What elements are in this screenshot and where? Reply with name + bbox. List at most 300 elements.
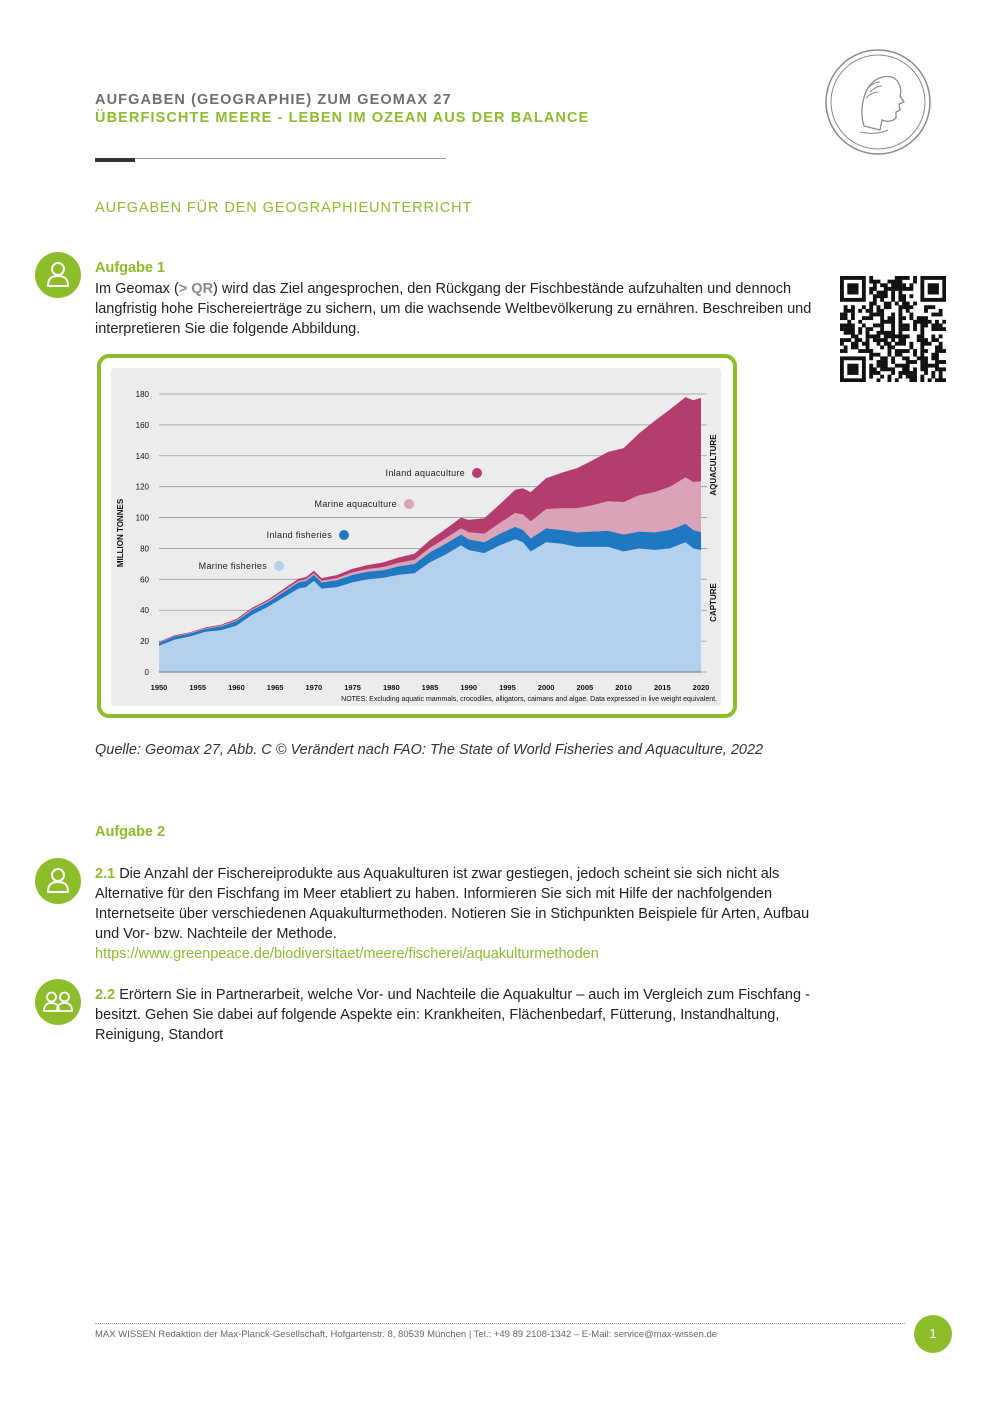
legend-dot (404, 499, 414, 509)
qr-module (847, 320, 851, 324)
greenpeace-link[interactable]: https://www.greenpeace.de/biodiversitaet/meere/fischerei/aquakulturmethoden (95, 946, 599, 962)
y-tick-label: 20 (140, 637, 149, 647)
qr-module (862, 294, 866, 298)
qr-module (844, 309, 848, 313)
qr-module (891, 291, 895, 295)
qr-module (866, 345, 870, 349)
qr-module (898, 316, 902, 320)
qr-module (924, 305, 928, 309)
qr-module (895, 280, 899, 284)
fisheries-chart (101, 358, 733, 714)
qr-module (909, 287, 913, 291)
qr-module (880, 283, 884, 287)
qr-module (891, 320, 895, 324)
qr-module (851, 334, 855, 338)
qr-module (902, 283, 906, 287)
qr-module (851, 287, 855, 291)
qr-module (906, 287, 910, 291)
qr-module (847, 327, 851, 331)
qr-module (840, 294, 844, 298)
qr-module (880, 356, 884, 360)
qr-module (855, 356, 859, 360)
qr-module (942, 360, 946, 364)
qr-module (895, 334, 899, 338)
qr-module (939, 345, 943, 349)
qr-module (924, 316, 928, 320)
qr-module (939, 324, 943, 328)
qr-module (844, 324, 848, 328)
qr-module (862, 367, 866, 371)
qr-module (909, 283, 913, 287)
qr-module (909, 294, 913, 298)
qr-module (924, 349, 928, 353)
qr-module (917, 356, 921, 360)
qr-module (939, 367, 943, 371)
qr-module (931, 338, 935, 342)
qr-module (880, 338, 884, 342)
qr-module (873, 302, 877, 306)
qr-module (847, 298, 851, 302)
qr-module (898, 324, 902, 328)
footer-rule (95, 1323, 905, 1324)
qr-module (847, 291, 851, 295)
qr-module (855, 378, 859, 382)
qr-module (862, 298, 866, 302)
qr-module (924, 367, 928, 371)
qr-module (891, 324, 895, 328)
qr-module (840, 287, 844, 291)
qr-module (888, 305, 892, 309)
qr-module (862, 316, 866, 320)
qr-module (869, 364, 873, 368)
qr-module (851, 342, 855, 346)
header-line-1: AUFGABEN (GEOGRAPHIE) ZUM GEOMAX 27 (95, 92, 452, 108)
qr-module (851, 327, 855, 331)
y-tick-label: 100 (135, 513, 149, 523)
qr-module (909, 313, 913, 317)
qr-module (858, 331, 862, 335)
qr-module (902, 349, 906, 353)
qr-module (909, 305, 913, 309)
qr-module (924, 338, 928, 342)
qr-module (847, 276, 851, 280)
qr-module (840, 378, 844, 382)
qr-module (851, 371, 855, 375)
x-tick-label: 1955 (189, 683, 207, 692)
qr-module (935, 283, 939, 287)
qr-module (844, 345, 848, 349)
x-tick-label: 2000 (537, 683, 555, 692)
qr-module (909, 375, 913, 379)
qr-module (847, 378, 851, 382)
page-number: 1 (914, 1315, 952, 1353)
qr-module (877, 324, 881, 328)
qr-module (920, 287, 924, 291)
qr-module (898, 342, 902, 346)
qr-module (891, 345, 895, 349)
qr-module (851, 309, 855, 313)
qr-module (931, 283, 935, 287)
qr-module (928, 276, 932, 280)
qr-module (840, 338, 844, 342)
x-tick-label: 1985 (421, 683, 439, 692)
qr-module (906, 371, 910, 375)
qr-module (906, 360, 910, 364)
qr-module (840, 367, 844, 371)
legend-label: Marine aquaculture (314, 499, 397, 509)
qr-module (928, 298, 932, 302)
qr-module (891, 334, 895, 338)
qr-module (935, 320, 939, 324)
qr-module (920, 316, 924, 320)
qr-module (840, 349, 844, 353)
qr-module (847, 331, 851, 335)
qr-module (891, 367, 895, 371)
qr-module (891, 331, 895, 335)
qr-module (913, 375, 917, 379)
qr-module (935, 367, 939, 371)
qr-module (939, 334, 943, 338)
qr-module (898, 353, 902, 357)
qr-module (898, 371, 902, 375)
qr-module (920, 360, 924, 364)
qr-module (873, 371, 877, 375)
y-tick-label: 0 (144, 668, 149, 677)
qr-module (844, 313, 848, 317)
qr-module (920, 291, 924, 295)
qr-module (906, 349, 910, 353)
x-tick-label: 1950 (150, 683, 168, 692)
qr-module (862, 283, 866, 287)
qr-module (913, 378, 917, 382)
qr-module (920, 320, 924, 324)
qr-module (928, 287, 932, 291)
qr-module (866, 309, 870, 313)
x-tick-label: 1960 (228, 683, 245, 692)
qr-module (942, 287, 946, 291)
legend-label: Inland fisheries (266, 530, 332, 540)
qr-module (844, 338, 848, 342)
qr-module (920, 298, 924, 302)
qr-module (895, 276, 899, 280)
qr-module (840, 313, 844, 317)
qr-module (884, 302, 888, 306)
qr-module (862, 378, 866, 382)
qr-module (862, 287, 866, 291)
qr-module (862, 364, 866, 368)
qr-module (873, 324, 877, 328)
qr-module (939, 342, 943, 346)
qr-module (902, 305, 906, 309)
qr-module (869, 305, 873, 309)
qr-module (939, 309, 943, 313)
qr-module (847, 283, 851, 287)
qr-module (855, 367, 859, 371)
qr-module (939, 360, 943, 364)
header-rule-thick (95, 158, 135, 162)
qr-code-icon[interactable] (840, 276, 946, 382)
qr-module (877, 371, 881, 375)
qr-module (898, 349, 902, 353)
qr-module (844, 305, 848, 309)
qr-module (869, 349, 873, 353)
qr-module (880, 294, 884, 298)
qr-module (917, 320, 921, 324)
header-rule-thin (135, 158, 446, 159)
qr-module (942, 280, 946, 284)
qr-module (873, 338, 877, 342)
qr-module (877, 338, 881, 342)
qr-module (840, 327, 844, 331)
qr-module (891, 283, 895, 287)
task1-text: Im Geomax (> QR) wird das Ziel angesprochen, den Rückgang der Fischbestände aufzuhalten und dennoch langfristig hohe Fischereierträge zu sichern, um die wachsende Weltbevölkerung zu ernähren. Beschreiben und interpretieren Sie die folgende Abbildung. (95, 281, 812, 337)
qr-module (917, 334, 921, 338)
qr-module (858, 276, 862, 280)
qr-module (855, 342, 859, 346)
qr-module (909, 371, 913, 375)
qr-module (858, 356, 862, 360)
qr-module (858, 338, 862, 342)
qr-module (851, 345, 855, 349)
qr-module (902, 298, 906, 302)
y-tick-label: 140 (135, 451, 149, 461)
qr-module (935, 287, 939, 291)
qr-module (928, 378, 932, 382)
qr-module (880, 309, 884, 313)
qr-module (928, 291, 932, 295)
qr-module (847, 309, 851, 313)
figure-caption: Quelle: Geomax 27, Abb. C © Verändert nach FAO: The State of World Fisheries and Aquaculture, 2022 (95, 742, 764, 758)
qr-module (851, 276, 855, 280)
qr-module (869, 316, 873, 320)
qr-module (851, 283, 855, 287)
qr-module (869, 353, 873, 357)
qr-module (895, 283, 899, 287)
qr-module (855, 364, 859, 368)
qr-module (847, 356, 851, 360)
qr-module (931, 305, 935, 309)
qr-module (935, 349, 939, 353)
qr-module (869, 302, 873, 306)
qr-module (891, 360, 895, 364)
qr-module (913, 302, 917, 306)
qr-module (931, 364, 935, 368)
qr-module (920, 375, 924, 379)
qr-module (862, 291, 866, 295)
qr-module (902, 334, 906, 338)
qr-module (920, 324, 924, 328)
x-tick-label: 1990 (460, 683, 478, 692)
group-icon (35, 979, 81, 1025)
qr-module (880, 345, 884, 349)
qr-module (840, 364, 844, 368)
qr-module (898, 294, 902, 298)
qr-module (902, 367, 906, 371)
qr-module (931, 327, 935, 331)
qr-module (931, 375, 935, 379)
qr-module (873, 367, 877, 371)
qr-module (920, 342, 924, 346)
side-label-capture: CAPTURE (709, 583, 718, 622)
qr-module (898, 287, 902, 291)
qr-module (880, 364, 884, 368)
qr-module (913, 367, 917, 371)
qr-module (898, 280, 902, 284)
qr-module (851, 313, 855, 317)
qr-module (884, 356, 888, 360)
qr-module (913, 360, 917, 364)
qr-module (884, 360, 888, 364)
chart-notes: NOTES: Excluding aquatic mammals, crocodiles, alligators, caimans and algae. Data expressed in live weight equivalent. (341, 696, 717, 703)
qr-module (858, 378, 862, 382)
qr-module (935, 276, 939, 280)
qr-module (895, 378, 899, 382)
qr-module (942, 294, 946, 298)
qr-module (895, 342, 899, 346)
task2-1-text: 2.1 Die Anzahl der Fischereiprodukte aus Aquakulturen ist zwar gestiegen, jedoch scheint sie sich nicht als Alternative für den Fischfang im Meer etabliert zu haben. Informieren Sie sich mit Hilfe der nachfolgenden Internetseite über verschiedenen Aquakulturmethoden. Notieren Sie in Stichpunkten Beispiele für Arten, Aufbau und Vor- bzw. Nachteile der Methode. https://www.greenpeace.de/biodiversitaet/meere/fischerei/aquakulturmethoden (95, 866, 810, 962)
qr-module (898, 305, 902, 309)
qr-module (888, 287, 892, 291)
qr-module (888, 302, 892, 306)
qr-module (891, 313, 895, 317)
qr-module (862, 305, 866, 309)
y-axis-title: MILLION TONNES (116, 498, 125, 568)
qr-module (840, 298, 844, 302)
legend-dot (472, 468, 482, 478)
qr-module (888, 349, 892, 353)
qr-module (931, 356, 935, 360)
qr-module (931, 371, 935, 375)
x-tick-label: 2015 (653, 683, 671, 692)
qr-reference: > QR (178, 281, 214, 297)
qr-module (898, 364, 902, 368)
qr-module (877, 360, 881, 364)
qr-module (862, 356, 866, 360)
qr-module (877, 342, 881, 346)
qr-module (888, 342, 892, 346)
qr-module (939, 313, 943, 317)
qr-module (840, 356, 844, 360)
qr-module (935, 313, 939, 317)
qr-module (840, 280, 844, 284)
qr-module (906, 367, 910, 371)
x-tick-label: 1995 (499, 683, 516, 692)
qr-module (858, 349, 862, 353)
qr-module (888, 280, 892, 284)
qr-module (884, 291, 888, 295)
qr-module (942, 320, 946, 324)
qr-module (844, 298, 848, 302)
y-tick-label: 180 (135, 390, 149, 399)
legend-dot (274, 561, 284, 571)
qr-module (902, 327, 906, 331)
qr-module (855, 345, 859, 349)
qr-module (869, 334, 873, 338)
qr-module (888, 353, 892, 357)
qr-module (877, 294, 881, 298)
qr-module (906, 309, 910, 313)
qr-module (844, 316, 848, 320)
qr-module (931, 353, 935, 357)
qr-module (888, 334, 892, 338)
qr-module (935, 378, 939, 382)
qr-module (924, 309, 928, 313)
qr-module (902, 324, 906, 328)
qr-module (847, 287, 851, 291)
qr-module (884, 305, 888, 309)
qr-module (877, 353, 881, 357)
qr-module (895, 302, 899, 306)
minerva-seal-icon (824, 48, 932, 156)
qr-module (898, 334, 902, 338)
qr-module (851, 378, 855, 382)
qr-module (898, 313, 902, 317)
qr-module (862, 371, 866, 375)
y-tick-label: 40 (140, 606, 149, 616)
qr-module (869, 371, 873, 375)
qr-module (869, 291, 873, 295)
qr-module (902, 356, 906, 360)
qr-module (855, 334, 859, 338)
qr-module (931, 324, 935, 328)
qr-module (931, 298, 935, 302)
qr-module (880, 291, 884, 295)
qr-module (928, 305, 932, 309)
qr-module (888, 316, 892, 320)
qr-module (851, 324, 855, 328)
qr-module (858, 298, 862, 302)
qr-module (942, 349, 946, 353)
qr-module (851, 298, 855, 302)
qr-module (895, 364, 899, 368)
qr-module (891, 280, 895, 284)
qr-module (942, 327, 946, 331)
qr-module (939, 375, 943, 379)
task2-2-text: 2.2 Erörtern Sie in Partnerarbeit, welche Vor- und Nachteile die Aquakultur – auch im Vergleich zum Fischfang - besitzt. Gehen Sie dabei auf folgende Aspekte ein: Krankheiten, Flächenbedarf, Fütterung, Instandhaltung, Reinigung, Standort (95, 987, 810, 1043)
qr-module (913, 324, 917, 328)
qr-module (939, 276, 943, 280)
qr-module (873, 287, 877, 291)
qr-module (877, 280, 881, 284)
qr-module (869, 367, 873, 371)
qr-module (869, 313, 873, 317)
qr-module (939, 371, 943, 375)
qr-module (898, 338, 902, 342)
qr-module (847, 364, 851, 368)
qr-module (920, 338, 924, 342)
x-tick-label: 1965 (266, 683, 284, 692)
qr-module (906, 305, 910, 309)
qr-module (869, 327, 873, 331)
qr-module (844, 378, 848, 382)
qr-module (920, 294, 924, 298)
qr-module (939, 298, 943, 302)
qr-module (942, 367, 946, 371)
qr-module (935, 345, 939, 349)
qr-module (877, 378, 881, 382)
qr-module (928, 320, 932, 324)
qr-module (920, 331, 924, 335)
qr-module (935, 356, 939, 360)
qr-module (931, 313, 935, 317)
qr-module (884, 320, 888, 324)
qr-module (898, 309, 902, 313)
qr-module (924, 364, 928, 368)
qr-module (866, 349, 870, 353)
qr-module (898, 291, 902, 295)
qr-module (880, 375, 884, 379)
qr-module (909, 316, 913, 320)
